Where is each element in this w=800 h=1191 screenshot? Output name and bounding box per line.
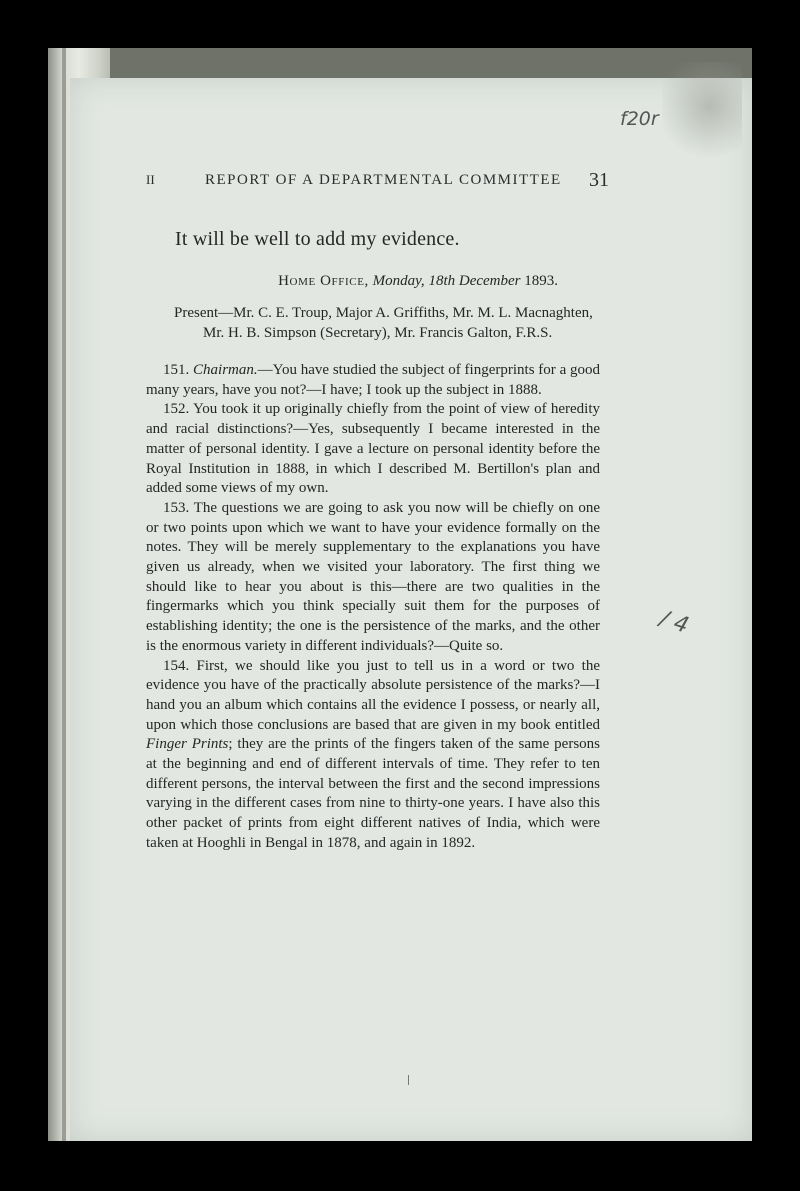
paragraph-text-continued: ; they are the prints of the fingers taken of the same persons at the beginning and end of different intervals of time. They refer to ten different persons, the interval between the first and the second impressions varying in the different cases from nine to thirty-one years. I have also this other packet of prints from eight different natives of India, which were taken at Hooghli in Bengal in 1878, and again in 1892.	[146, 736, 600, 851]
paragraph-text: First, we should like you just to tell us in a word or two the evidence you have of the practically absolute persistence of the marks?—I hand you an album which contains all the evidence I possess, or nearly all, upon which those conclusions are based that are given in my book entitled	[146, 657, 600, 733]
body-text	[146, 228, 600, 854]
session-date: 18th December	[428, 273, 521, 289]
paragraph-number: 151.	[163, 362, 190, 378]
paragraph-153	[146, 499, 600, 657]
handwritten-margin-note: / 4	[656, 606, 692, 639]
present-list: Present—Mr. C. E. Troup, Major A. Griffiths, Mr. M. L. Macnaghten, Mr. H. B. Simpson (Secretary), Mr. Francis Galton, F.R.S.	[174, 305, 593, 341]
handwritten-folio-note: f20r	[620, 108, 659, 130]
session-year: 1893.	[524, 273, 558, 289]
session-day: Monday,	[372, 273, 425, 289]
intro-line: It will be well to add my evidence.	[175, 228, 460, 250]
paragraph-number: 152.	[163, 401, 190, 418]
section-number: II	[146, 172, 155, 187]
spine-edge	[62, 48, 66, 1141]
bottom-mark	[408, 1075, 409, 1085]
paragraph-number: 153.	[163, 499, 190, 516]
page-number: 31	[589, 169, 609, 191]
paragraph-number: 154.	[163, 657, 190, 674]
paragraph-152	[146, 400, 600, 499]
session-heading	[146, 273, 600, 290]
page-stain	[662, 62, 742, 172]
session-place: Home Office,	[278, 273, 369, 289]
paragraph-text: —You have studied the subject of fingerprints for a good many years, have you not?—I have; I took up the subject in 1888.	[146, 362, 601, 398]
header-title: REPORT OF A DEPARTMENTAL COMMITTEE	[205, 172, 562, 188]
paragraph-151	[146, 361, 600, 400]
speaker-name: Chairman.	[193, 362, 258, 378]
running-header	[0, 171, 800, 193]
paragraph-text: The questions we are going to ask you now will be chiefly on one or two points upon which we want to have your evidence formally on the notes. They will be merely supplementary to the explanations you have given us already, when we visited your laboratory. The first thing we should like to hear you about is this—there are two qualities in the fingermarks which you think specially suit them for the purposes of establishing identity; the one is the persistence of the marks, and the other is the enormous variety in different individuals?—Quite so.	[146, 499, 601, 654]
paragraph-154	[146, 657, 600, 854]
book-title: Finger Prints	[146, 736, 229, 753]
paragraph-text: You took it up originally chiefly from the point of view of heredity and racial distinctions?—Yes, subsequently I became interested in the matter of personal identity. I gave a lecture on personal identity before the Royal Institution in 1888, in which I described M. Bertillon's plan and added some views of my own.	[146, 401, 600, 497]
